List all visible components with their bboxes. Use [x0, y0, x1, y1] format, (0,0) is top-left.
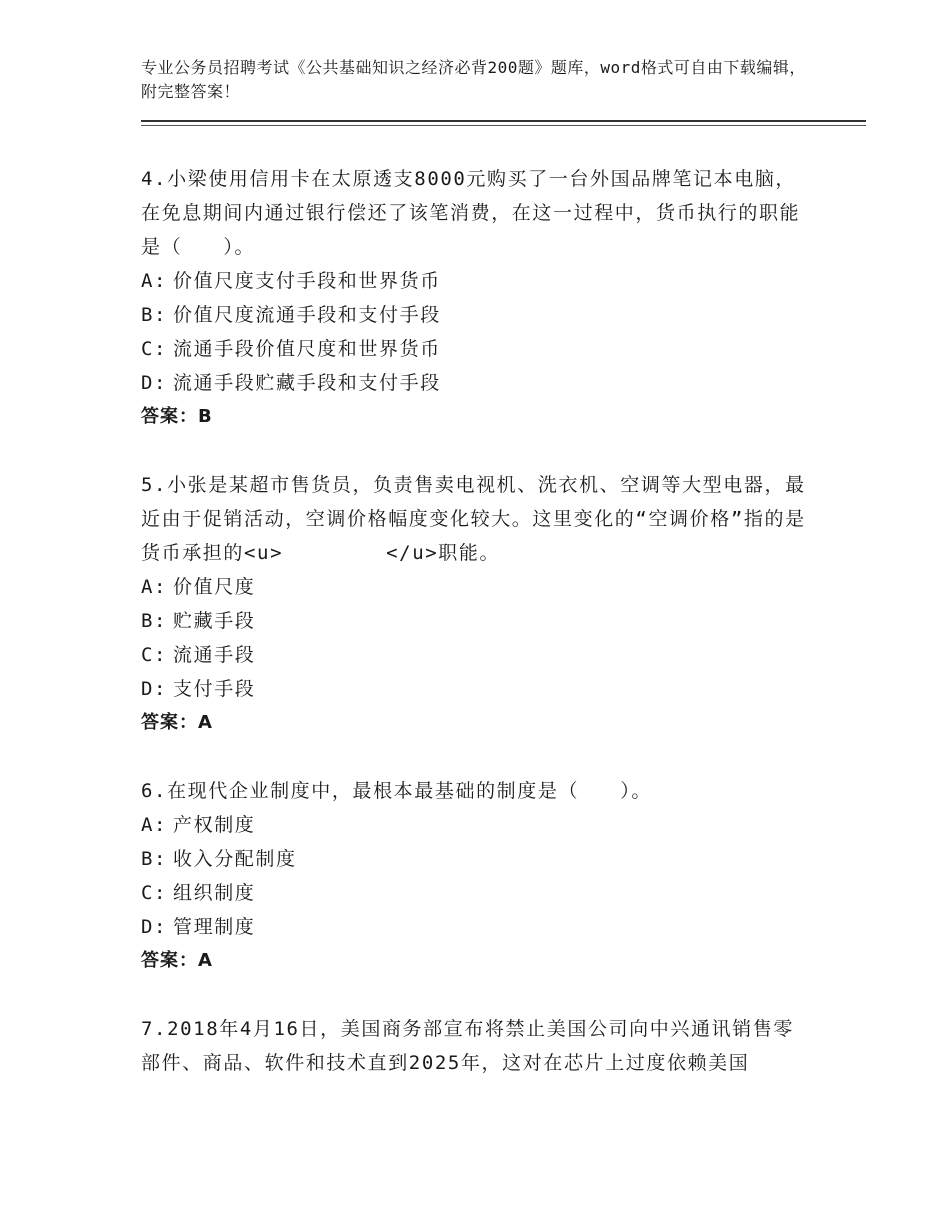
- option-b: [141, 298, 806, 332]
- answer-line: 答案：A: [141, 950, 213, 971]
- option-b: [141, 604, 806, 638]
- option-c: [141, 638, 806, 672]
- question-list: [141, 162, 806, 1114]
- option-text: 收入分配制度: [173, 848, 297, 870]
- header-divider-thin: [141, 125, 866, 126]
- option-letter: B:: [141, 610, 168, 632]
- answer-line: 答案：A: [141, 712, 213, 733]
- question-stem: 5.小张是某超市售货员，负责售卖电视机、洗衣机、空调等大型电器，最近由于促销活动，空调价格幅度变化较大。这里变化的“空调价格”指的是货币承担的<u> </u>职能。: [141, 474, 806, 564]
- option-text: 流通手段价值尺度和世界货币: [173, 338, 441, 360]
- document-header: 专业公务员招聘考试《公共基础知识之经济必背200题》题库，word格式可自由下载编辑，附完整答案！: [141, 58, 806, 101]
- question-4: [141, 162, 806, 434]
- option-d: [141, 672, 806, 706]
- option-letter: C:: [141, 338, 168, 360]
- question-stem: 7.2018年4月16日，美国商务部宣布将禁止美国公司向中兴通讯销售零部件、商品、软件和技术直到2025年，这对在芯片上过度依赖美国: [141, 1018, 794, 1074]
- option-text: 流通手段贮藏手段和支付手段: [173, 372, 441, 394]
- option-letter: C:: [141, 882, 168, 904]
- option-text: 管理制度: [173, 916, 256, 938]
- option-a: [141, 264, 806, 298]
- option-text: 支付手段: [173, 678, 256, 700]
- option-a: [141, 808, 806, 842]
- option-letter: A:: [141, 270, 168, 292]
- option-text: 贮藏手段: [173, 610, 256, 632]
- question-7: [141, 1012, 806, 1080]
- option-text: 流通手段: [173, 644, 256, 666]
- option-a: [141, 570, 806, 604]
- question-5: [141, 468, 806, 740]
- option-letter: A:: [141, 814, 168, 836]
- answer-line: 答案：B: [141, 406, 213, 427]
- option-letter: D:: [141, 916, 168, 938]
- option-c: [141, 876, 806, 910]
- option-letter: C:: [141, 644, 168, 666]
- option-d: [141, 910, 806, 944]
- question-6: [141, 774, 806, 978]
- option-text: 价值尺度流通手段和支付手段: [173, 304, 441, 326]
- question-stem: 4.小梁使用信用卡在太原透支8000元购买了一台外国品牌笔记本电脑，在免息期间内通过银行偿还了该笔消费，在这一过程中，货币执行的职能是（ ）。: [141, 168, 801, 258]
- option-text: 组织制度: [173, 882, 256, 904]
- question-stem: 6.在现代企业制度中，最根本最基础的制度是（ ）。: [141, 780, 652, 802]
- option-text: 价值尺度支付手段和世界货币: [173, 270, 441, 292]
- option-letter: D:: [141, 678, 168, 700]
- option-letter: B:: [141, 848, 168, 870]
- option-letter: D:: [141, 372, 168, 394]
- option-text: 价值尺度: [173, 576, 256, 598]
- option-letter: B:: [141, 304, 168, 326]
- header-divider-thick: [141, 120, 866, 122]
- option-letter: A:: [141, 576, 168, 598]
- option-b: [141, 842, 806, 876]
- option-c: [141, 332, 806, 366]
- option-text: 产权制度: [173, 814, 256, 836]
- option-d: [141, 366, 806, 400]
